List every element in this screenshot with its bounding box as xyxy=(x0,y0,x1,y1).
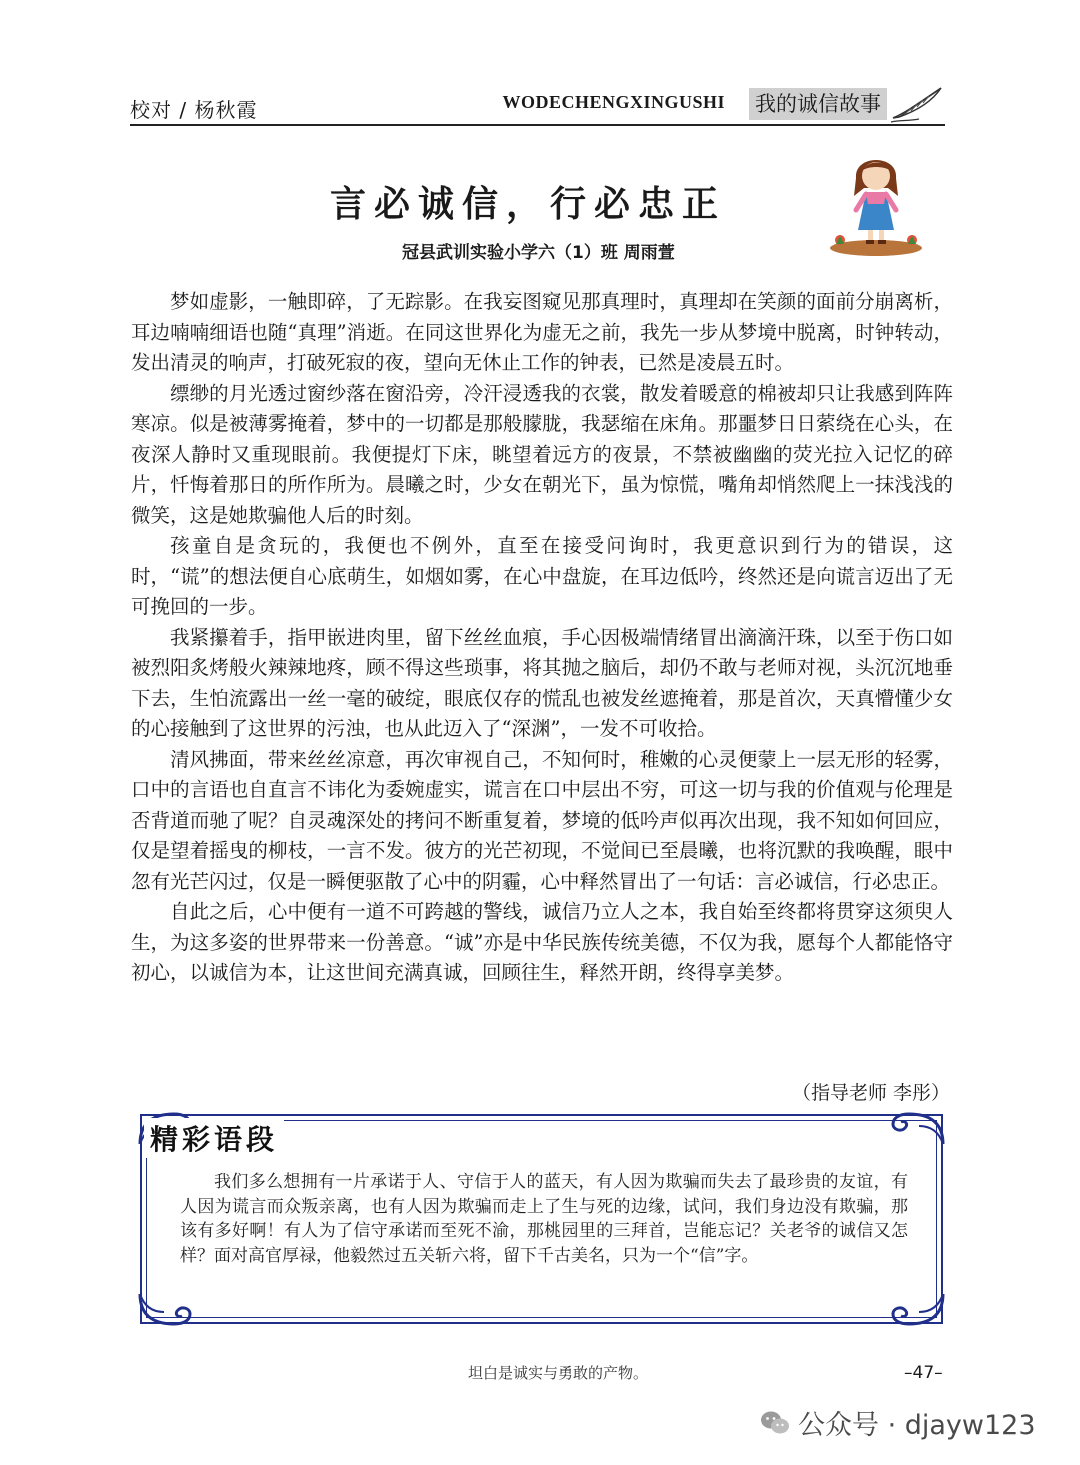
article-paragraph: 清风拂面，带来丝丝凉意，再次审视自己，不知何时，稚嫩的心灵便蒙上一层无形的轻雾，口中的言语也自直言不讳化为委婉虚实，谎言在口中层出不穷，可这一切与我的价值观与伦理是否背道而驰了呢？自灵魂深处的拷问不断重复着，梦境的低吟声似再次出现，我不知如何回应，仅是望着摇曳的柳枝，一言不发。彼方的光芒初现，不觉间已至晨曦，也将沉默的我唤醒，眼中忽有光芒闪过，仅是一瞬便驱散了心中的阴霾，心中释然冒出了一句话：言必诚信，行必忠正。 xyxy=(131,747,953,893)
teacher-credit: （指导老师 李彤） xyxy=(791,1082,950,1104)
watermark xyxy=(760,1403,1036,1442)
header-rule xyxy=(130,124,945,126)
proofreader-credit: 校对 / 杨秋霞 xyxy=(130,98,258,122)
article-paragraph: 梦如虚影，一触即碎，了无踪影。在我妄图窥见那真理时，真理却在笑颜的面前分崩离析，耳边喃喃细语也随“真理”消逝。在同这世界化为虚无之前，我先一步从梦境中脱离，时钟转动，发出清灵的响声，打破死寂的夜，望向无休止工作的钟表，已然是凌晨五时。 xyxy=(131,290,953,374)
article-paragraph: 孩童自是贪玩的，我便也不例外，直至在接受问询时，我更意识到行为的错误，这时，“谎”的想法便自心底萌生，如烟如雾，在心中盘旋，在耳边低吟，终然还是向谎言迈出了无可挽回的一步。 xyxy=(131,534,953,618)
column-pinyin: WODECHENGXINGUSHI xyxy=(502,92,725,112)
footer-motto: 坦白是诚实与勇敢的产物。 xyxy=(468,1364,649,1382)
page-header xyxy=(130,84,945,128)
article-byline: 冠县武训实验小学六（1）班 周雨萱 xyxy=(402,243,675,263)
article-paragraph: 自此之后，心中便有一道不可跨越的警线，诚信乃立人之本，我自始至终都将贯穿这须臾人生，为这多姿的世界带来一份善意。“诚”亦是中华民族传统美德，不仅为我，愿每个人都能恪守初心，以诚信为本，让这世间充满真诚，回顾往生，释然开朗，终得享美梦。 xyxy=(131,900,953,984)
article-title: 言必诚信，行必忠正 xyxy=(330,183,727,225)
highlight-box xyxy=(134,1108,949,1330)
quill-pen-icon xyxy=(889,84,945,124)
ornament-corner-icon xyxy=(887,1108,949,1148)
column-title: 我的诚信故事 xyxy=(749,88,887,120)
article-paragraph: 我紧攥着手，指甲嵌进肉里，留下丝丝血痕，手心因极端情绪冒出滴滴汗珠，以至于伤口如被烈阳炙烤般火辣辣地疼，顾不得这些琐事，将其抛之脑后，却仍不敢与老师对视，头沉沉地垂下去，生怕流露出一丝一毫的破绽，眼底仅存的慌乱也被发丝遮掩着，那是首次，天真懵懂少女的心接触到了这世界的污浊，也从此迈入了“深渊”，一发不可收拾。 xyxy=(131,625,953,740)
highlight-title: 精彩语段 xyxy=(144,1118,284,1158)
page-number: –47– xyxy=(904,1363,943,1383)
article-paragraph: 缥缈的月光透过窗纱落在窗沿旁，冷汗浸透我的衣裳，散发着暖意的棉被却只让我感到阵阵寒凉。似是被薄雾掩着，梦中的一切都是那般朦胧，我瑟缩在床角。那噩梦日日萦绕在心头，在夜深人静时又重现眼前。我便提灯下床，眺望着远方的夜景，不禁被幽幽的荧光拉入记忆的碎片，忏悔着那日的所作所为。晨曦之时，少女在朝光下，虽为惊慌，嘴角却悄然爬上一抹浅浅的微笑，这是她欺骗他人后的时刻。 xyxy=(131,381,953,527)
watermark-text: 公众号 · djayw123 xyxy=(798,1410,1036,1441)
article-body xyxy=(131,287,953,989)
highlight-text: 我们多么想拥有一片承诺于人、守信于人的蓝天，有人因为欺骗而失去了最珍贵的友谊，有人因为谎言而众叛亲离，也有人因为欺骗而走上了生与死的边缘，试问，我们身边没有欺骗，那该有多好啊！有人为了信守承诺而至死不渝，那桃园里的三拜首，岂能忘记？关老爷的诚信又怎样？面对高官厚禄，他毅然过五关斩六将，留下千古美名，只为一个“信”字。 xyxy=(180,1172,908,1266)
wechat-icon xyxy=(760,1410,790,1436)
ornament-corner-icon xyxy=(887,1290,949,1330)
ornament-corner-icon xyxy=(134,1290,196,1330)
girl-illustration xyxy=(826,148,926,258)
